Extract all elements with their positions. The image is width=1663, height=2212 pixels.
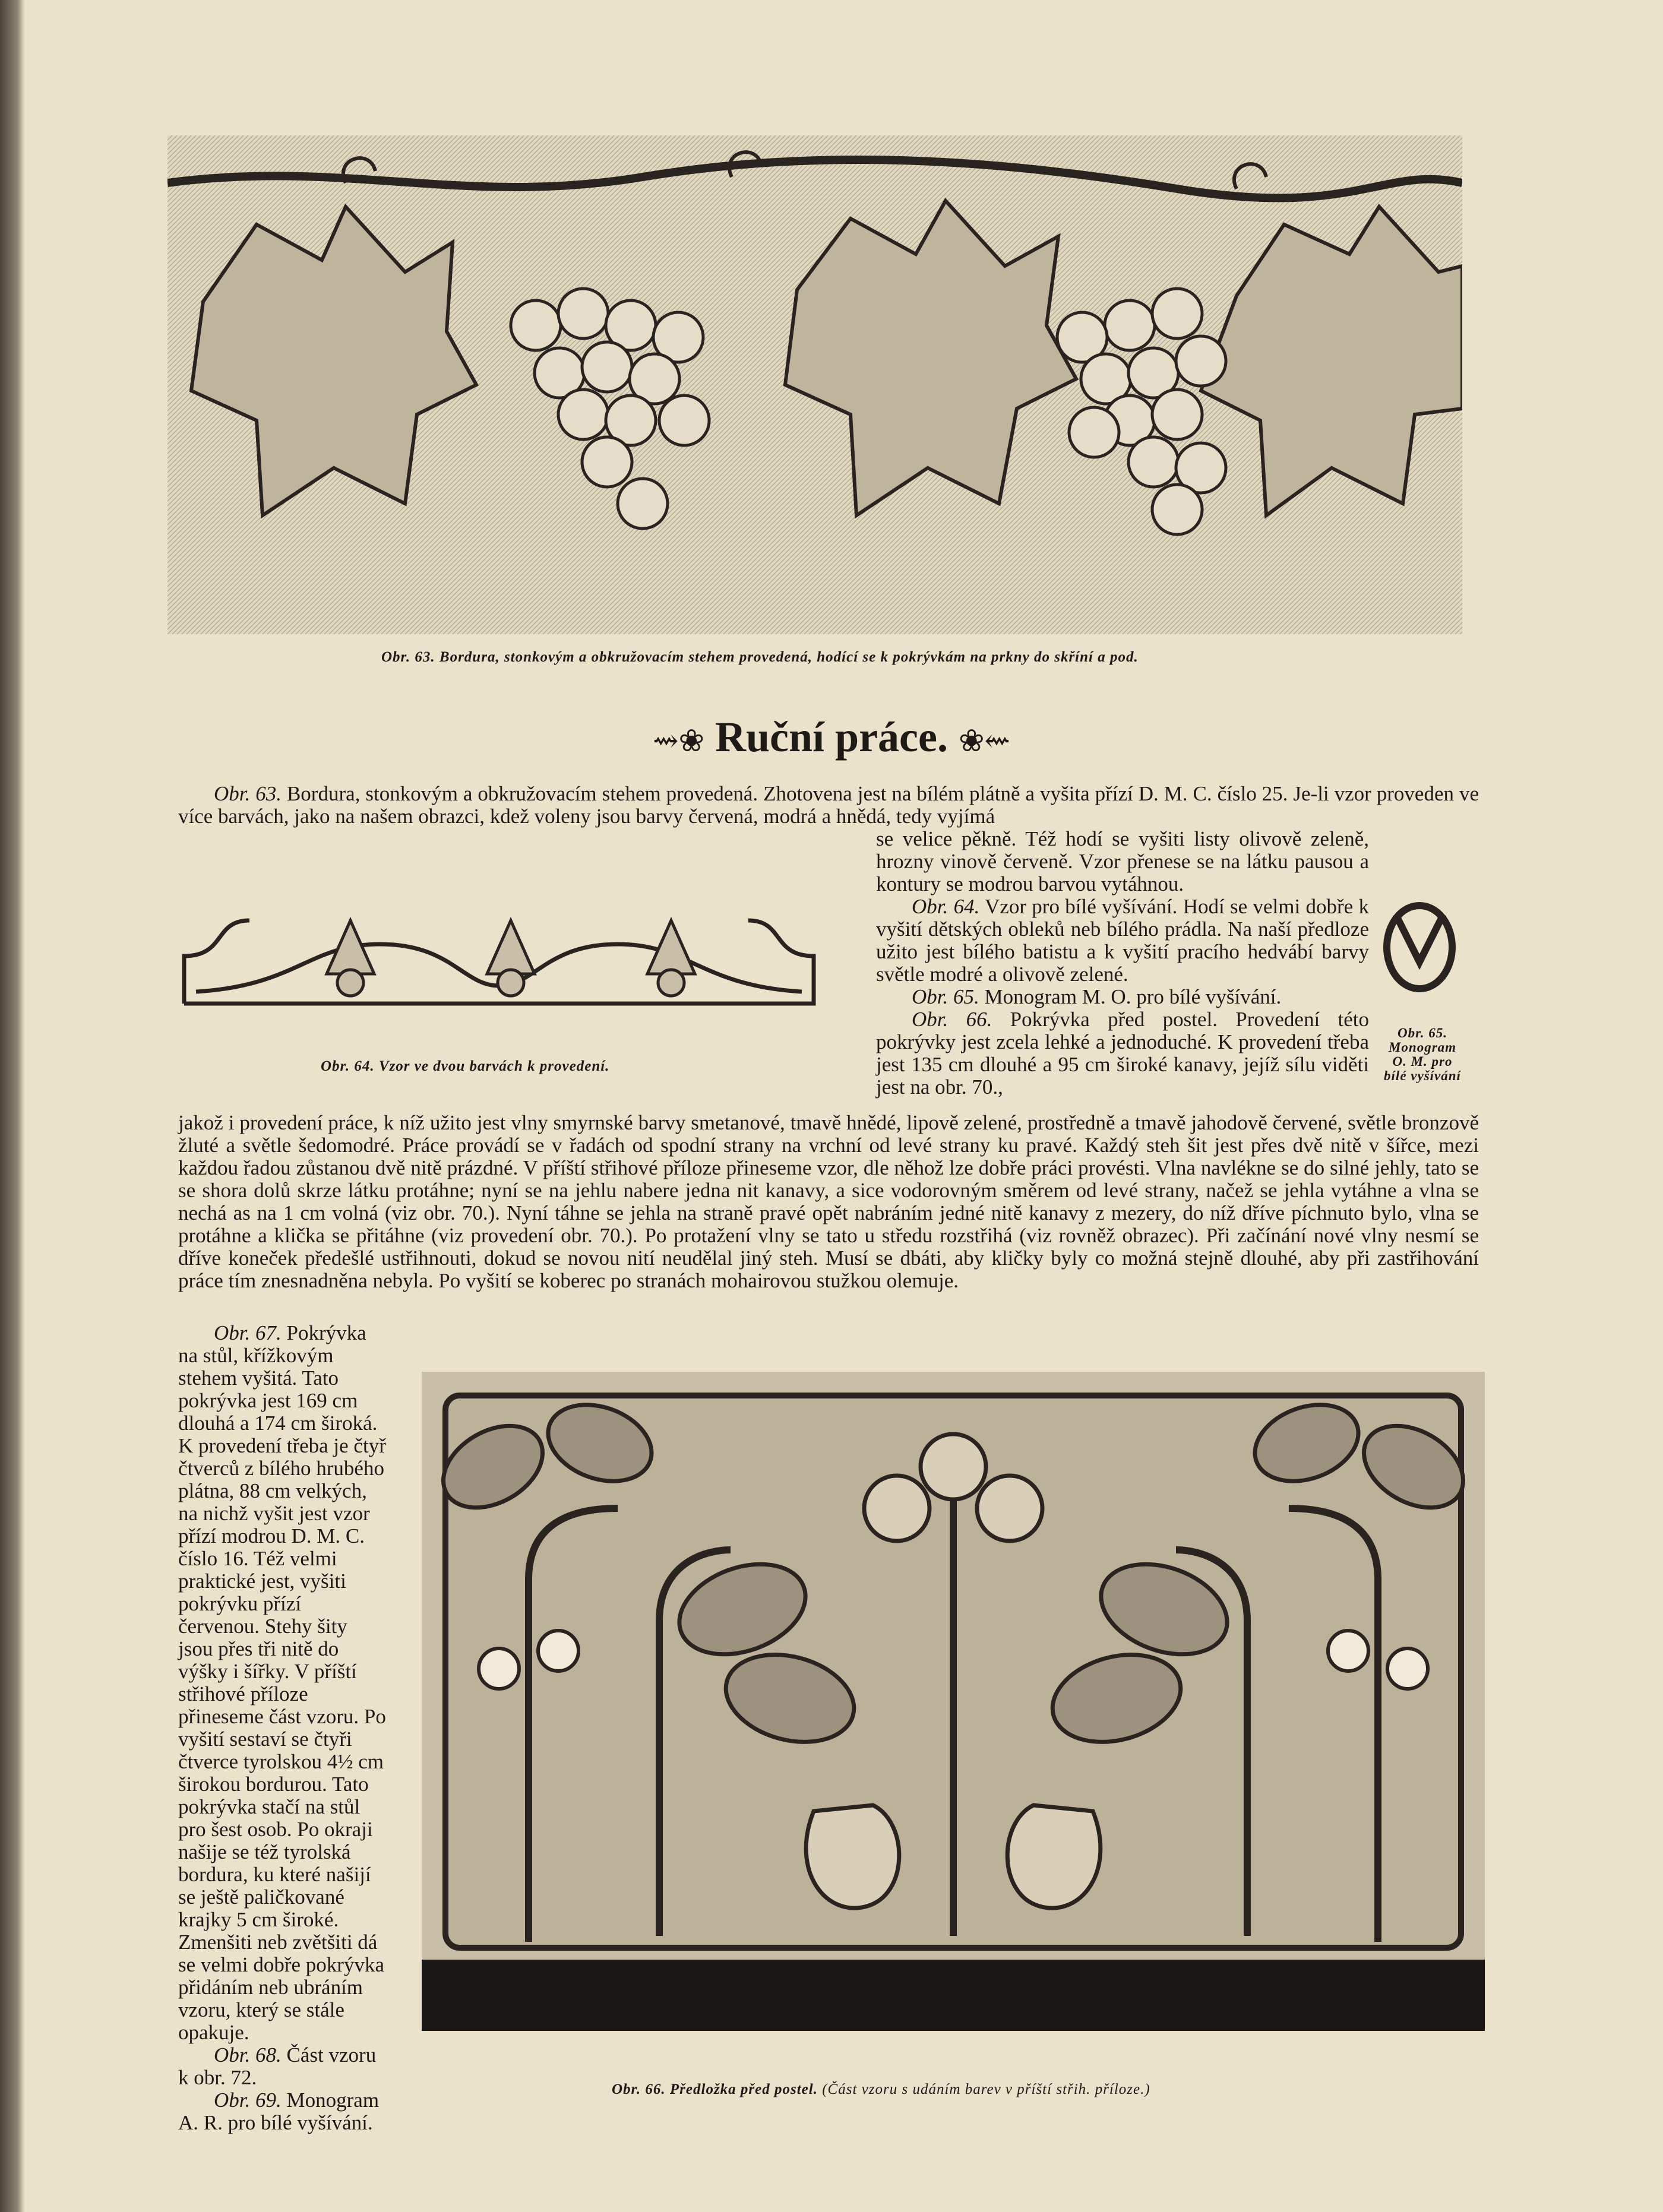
right-column-text	[876, 828, 1369, 1099]
para-63-label: Obr. 63.	[214, 782, 282, 805]
para-68-text: Část vzoru k obr. 72.	[178, 2043, 377, 2089]
para-69-label: Obr. 69.	[214, 2088, 282, 2112]
para-64-text: Vzor pro bílé vyšívání. Hodí se velmi dobře k vyšití dětských obleků neb bílého prádla. Na naší předloze užito jest bílého batistu a k vyšití pracího hedvábí barvy světle modré a olivově zelené.	[876, 895, 1369, 986]
para-67-label: Obr. 67.	[214, 1321, 282, 1344]
para-69-text: Monogram A. R. pro bílé vyšívání.	[178, 2088, 380, 2134]
para-65-label: Obr. 65.	[912, 985, 979, 1008]
para-64-label: Obr. 64.	[912, 895, 980, 918]
figure-65-caption-line-3: O. M. pro	[1392, 1054, 1453, 1069]
figure-66-caption	[612, 2081, 1384, 2098]
figure-63-caption-text: Bordura, stonkovým a obkružovacím stehem provedená, hodící se k pokrývkám na prkny do skříní a pod.	[439, 649, 1139, 665]
figure-64-caption	[321, 1058, 736, 1075]
para-66-text: Pokrývka před postel. Provedení této pokrývky jest zcela lehké a jednoduché. K provedení třeba jest 135 cm dlouhé a 95 cm široké kanavy, jejíž sílu viděti jest na obr. 70.,	[876, 1008, 1369, 1099]
figure-64-caption-text: Vzor ve dvou barvách k provedení.	[378, 1058, 610, 1074]
paragraph-obr-66-continuation	[178, 1112, 1479, 1292]
figure-65-monogram	[1378, 891, 1461, 998]
para-65-text: Monogram M. O. pro bílé vyšívání.	[984, 985, 1282, 1008]
ornament-left: ⇝❀	[652, 724, 705, 758]
para-66-continuation: jakož i provedení práce, k níž užito jest vlny smyrnské barvy smetanové, tmavě hnědé, lipově zelené, prostředně a tmavě jahodově červené, světle bronzově žluté a světle šedomodré. Práce provádí se v řadách od spodní strany na vrchní od levé strany ku pravé. Každý steh šit jest přes dvě nitě v šířce, mezi každou řadou zůstanou dvě nitě prázdné. V příští střihové příloze přineseme vzor, dle něhož lze dobře práci provésti. Vlna navlékne se do silné jehly, tato se se shora dolů skrze látku protáhne; nyní se na jehlu nabere jedna nit kanavy, a sice vodorovným směrem od levé strany, načež se jehla vytáhne a vlna se nechá as na 1 cm volná (viz obr. 70.). Nyní táhne se jehla na straně pravé opět nabráním jedné nitě kanavy z mezery, do níž dříve píchnuto bylo, vlna se protáhne a klička se přitáhne (viz provedení obr. 70.). Po protažení vlny se tato u středu rozstřihá (viz rovněž obrazec). Při začínání nové vlny nesmí se dříve koneček předešlé ustřihnouti, dokud se novou nití neudělal jiný steh. Musí se dbáti, aby kličky byly co možná stejně dlouhé, aby při zastřihování práce tím znesnadněna nebyla. Po vyšití se koberec po stranách mohairovou stužkou olemuje.	[178, 1111, 1479, 1292]
figure-65-caption	[1372, 1026, 1473, 1083]
paragraph-obr-63	[178, 783, 1479, 828]
figure-66-caption-label: Obr. 66.	[612, 2081, 666, 2097]
para-63-text: Bordura, stonkovým a obkružovacím stehem provedená. Zhotovena jest na bílém plátně a vyšita přízí D. M. C. číslo 25. Je-li vzor proveden ve více barvách, jako na našem obrazci, kdež voleny jsou barvy červená, modrá a hnědá, tedy vyjímá	[178, 782, 1479, 828]
left-column-text	[178, 1322, 386, 2134]
para-67-text: Pokrývka na stůl, křížkovým stehem vyšitá. Tato pokrývka jest 169 cm dlouhá a 174 cm široká. K provedení třeba je čtyř čtverců z bílého hrubého plátna, 88 cm velkých, na nichž vyšit jest vzor přízí modrou D. M. C. číslo 16. Též velmi praktické jest, vyšiti pokrývku přízí červenou. Stehy šity jsou přes tři nitě do výšky i šířky. V příští střihové příloze přineseme část vzoru. Po vyšití sestaví se čtyři čtverce tyrolskou 4½ cm širokou bordurou. Tato pokrývka stačí na stůl pro šest osob. Po okraji našije se též tyrolská bordura, ku které našijí se ještě paličkované krajky 5 cm široké. Zmenšiti neb zvětšiti dá se velmi dobře pokrývka přidáním neb ubráním vzoru, který se stále opakuje.	[178, 1321, 386, 2044]
para-68-label: Obr. 68.	[214, 2043, 282, 2067]
book-gutter-edge	[0, 0, 25, 2212]
ornament-right: ❀⇜	[958, 724, 1011, 758]
section-heading	[0, 713, 1663, 762]
figure-64-caption-label: Obr. 64.	[321, 1058, 375, 1074]
figure-63-caption-label: Obr. 63.	[381, 649, 435, 665]
figure-65-caption-line-4: bílé vyšívání	[1384, 1068, 1461, 1083]
figure-63-grape-border	[167, 135, 1462, 634]
figure-66-rug	[422, 1372, 1485, 2031]
figure-65-caption-line-1: Obr. 65.	[1397, 1026, 1448, 1040]
figure-64-ornament	[178, 885, 820, 1021]
para-63-continuation: se velice pěkně. Též hodí se vyšiti listy olivově zeleně, hrozny vinově červeně. Vzor přenese se na látku pausou a kontury se modrou barvou vytáhnou.	[876, 827, 1369, 895]
section-title: Ruční práce.	[715, 713, 948, 761]
figure-66-caption-note: (Část vzoru s udáním barev v příští střih. příloze.)	[822, 2081, 1150, 2097]
figure-65-caption-line-2: Monogram	[1388, 1040, 1457, 1055]
para-66-label: Obr. 66.	[912, 1008, 992, 1031]
figure-63-caption	[381, 649, 1391, 666]
figure-66-caption-title: Předložka před postel.	[669, 2081, 818, 2097]
